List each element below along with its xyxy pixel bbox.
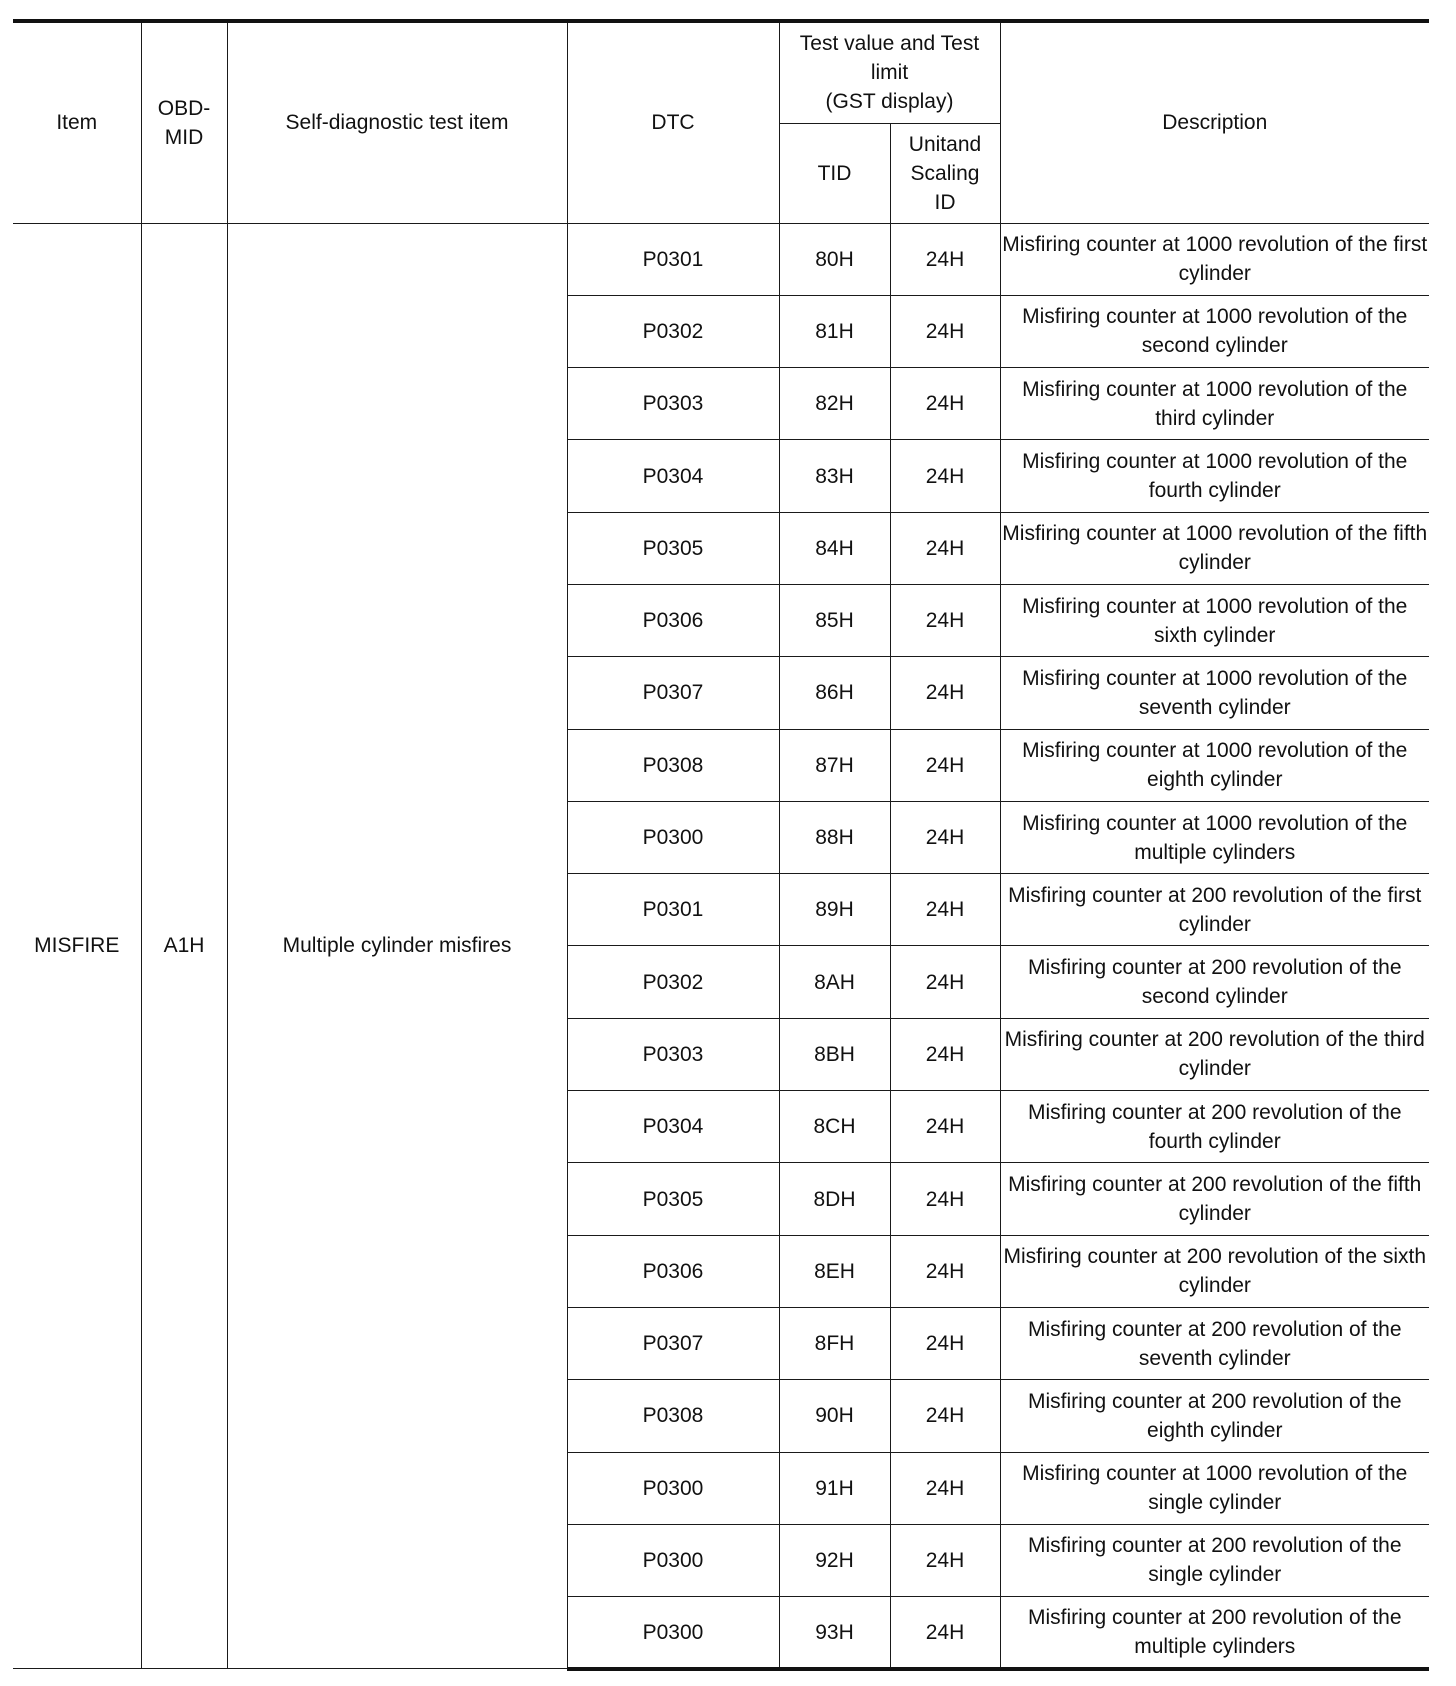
unit-scaling-id-cell: 24H [890, 657, 1000, 729]
unit-scaling-id-cell: 24H [890, 1091, 1000, 1163]
description-cell: Misfiring counter at 200 revolution of the seventh cylinder [1000, 1307, 1429, 1379]
tid-cell: 81H [779, 295, 890, 367]
unit-scaling-id-cell: 24H [890, 1524, 1000, 1596]
header-item: Item [13, 21, 141, 223]
dtc-cell: P0300 [567, 1597, 779, 1669]
dtc-cell: P0302 [567, 946, 779, 1018]
dtc-cell: P0300 [567, 801, 779, 873]
description-cell: Misfiring counter at 1000 revolution of the first cylinder [1000, 223, 1429, 295]
dtc-cell: P0306 [567, 1235, 779, 1307]
tid-cell: 89H [779, 874, 890, 946]
description-cell: Misfiring counter at 200 revolution of the sixth cylinder [1000, 1235, 1429, 1307]
description-cell: Misfiring counter at 1000 revolution of the seventh cylinder [1000, 657, 1429, 729]
dtc-cell: P0301 [567, 874, 779, 946]
item-cell: MISFIRE [13, 223, 141, 1669]
unit-scaling-id-cell: 24H [890, 1235, 1000, 1307]
tid-cell: 83H [779, 440, 890, 512]
unit-scaling-id-cell: 24H [890, 1380, 1000, 1452]
dtc-cell: P0300 [567, 1452, 779, 1524]
unit-scaling-id-cell: 24H [890, 1597, 1000, 1669]
tid-cell: 91H [779, 1452, 890, 1524]
dtc-cell: P0306 [567, 584, 779, 656]
unit-scaling-id-cell: 24H [890, 874, 1000, 946]
unit-scaling-id-cell: 24H [890, 295, 1000, 367]
description-cell: Misfiring counter at 1000 revolution of the single cylinder [1000, 1452, 1429, 1524]
dtc-cell: P0304 [567, 1091, 779, 1163]
description-cell: Misfiring counter at 200 revolution of the single cylinder [1000, 1524, 1429, 1596]
description-cell: Misfiring counter at 1000 revolution of the sixth cylinder [1000, 584, 1429, 656]
description-cell: Misfiring counter at 1000 revolution of the eighth cylinder [1000, 729, 1429, 801]
description-cell: Misfiring counter at 200 revolution of the eighth cylinder [1000, 1380, 1429, 1452]
header-unit-scaling-id [890, 123, 1000, 223]
dtc-cell: P0304 [567, 440, 779, 512]
obd-mid-misfire-table [13, 19, 1429, 1671]
dtc-cell: P0308 [567, 1380, 779, 1452]
header-test-value-label: Test value and Test limit (GST display) [799, 32, 980, 114]
dtc-cell: P0301 [567, 223, 779, 295]
dtc-cell: P0305 [567, 512, 779, 584]
tid-cell: 8BH [779, 1018, 890, 1090]
header-obd-mid [141, 21, 227, 223]
tid-cell: 85H [779, 584, 890, 656]
tid-cell: 87H [779, 729, 890, 801]
tid-cell: 8DH [779, 1163, 890, 1235]
tid-cell: 8FH [779, 1307, 890, 1379]
unit-scaling-id-cell: 24H [890, 801, 1000, 873]
dtc-cell: P0307 [567, 1307, 779, 1379]
description-cell: Misfiring counter at 200 revolution of the fifth cylinder [1000, 1163, 1429, 1235]
dtc-cell: P0300 [567, 1524, 779, 1596]
dtc-cell: P0303 [567, 1018, 779, 1090]
tid-cell: 84H [779, 512, 890, 584]
description-cell: Misfiring counter at 200 revolution of the third cylinder [1000, 1018, 1429, 1090]
tid-cell: 82H [779, 368, 890, 440]
unit-scaling-id-cell: 24H [890, 1452, 1000, 1524]
unit-scaling-id-cell: 24H [890, 368, 1000, 440]
self-diagnostic-test-item-cell: Multiple cylinder misfires [227, 223, 567, 1669]
tid-cell: 8EH [779, 1235, 890, 1307]
tid-cell: 80H [779, 223, 890, 295]
description-cell: Misfiring counter at 1000 revolution of the multiple cylinders [1000, 801, 1429, 873]
unit-scaling-id-cell: 24H [890, 1018, 1000, 1090]
dtc-cell: P0305 [567, 1163, 779, 1235]
unit-scaling-id-cell: 24H [890, 1307, 1000, 1379]
dtc-cell: P0303 [567, 368, 779, 440]
description-cell: Misfiring counter at 200 revolution of the fourth cylinder [1000, 1091, 1429, 1163]
tid-cell: 92H [779, 1524, 890, 1596]
unit-scaling-id-cell: 24H [890, 729, 1000, 801]
header-row-top [13, 21, 1429, 123]
obd-mid-cell: A1H [141, 223, 227, 1669]
table-row [13, 223, 1429, 295]
dtc-cell: P0307 [567, 657, 779, 729]
description-cell: Misfiring counter at 200 revolution of the first cylinder [1000, 874, 1429, 946]
unit-scaling-id-cell: 24H [890, 584, 1000, 656]
header-self-diagnostic-test-item: Self-diagnostic test item [227, 21, 567, 223]
table-body [13, 223, 1429, 1669]
header-unit-scaling-id-label: Unitand Scaling ID [908, 132, 982, 214]
tid-cell: 90H [779, 1380, 890, 1452]
description-cell: Misfiring counter at 1000 revolution of the third cylinder [1000, 368, 1429, 440]
description-cell: Misfiring counter at 1000 revolution of the fourth cylinder [1000, 440, 1429, 512]
unit-scaling-id-cell: 24H [890, 1163, 1000, 1235]
unit-scaling-id-cell: 24H [890, 946, 1000, 1018]
description-cell: Misfiring counter at 1000 revolution of the fifth cylinder [1000, 512, 1429, 584]
header-tid: TID [779, 123, 890, 223]
tid-cell: 93H [779, 1597, 890, 1669]
header-obd-mid-label: OBD- MID [157, 96, 211, 149]
description-cell: Misfiring counter at 1000 revolution of the second cylinder [1000, 295, 1429, 367]
description-cell: Misfiring counter at 200 revolution of the multiple cylinders [1000, 1597, 1429, 1669]
unit-scaling-id-cell: 24H [890, 512, 1000, 584]
header-test-value-group [779, 21, 1000, 123]
table-header [13, 21, 1429, 223]
tid-cell: 8AH [779, 946, 890, 1018]
unit-scaling-id-cell: 24H [890, 440, 1000, 512]
description-cell: Misfiring counter at 200 revolution of the second cylinder [1000, 946, 1429, 1018]
header-description: Description [1000, 21, 1429, 223]
dtc-cell: P0302 [567, 295, 779, 367]
unit-scaling-id-cell: 24H [890, 223, 1000, 295]
tid-cell: 86H [779, 657, 890, 729]
tid-cell: 88H [779, 801, 890, 873]
dtc-cell: P0308 [567, 729, 779, 801]
header-dtc: DTC [567, 21, 779, 223]
tid-cell: 8CH [779, 1091, 890, 1163]
